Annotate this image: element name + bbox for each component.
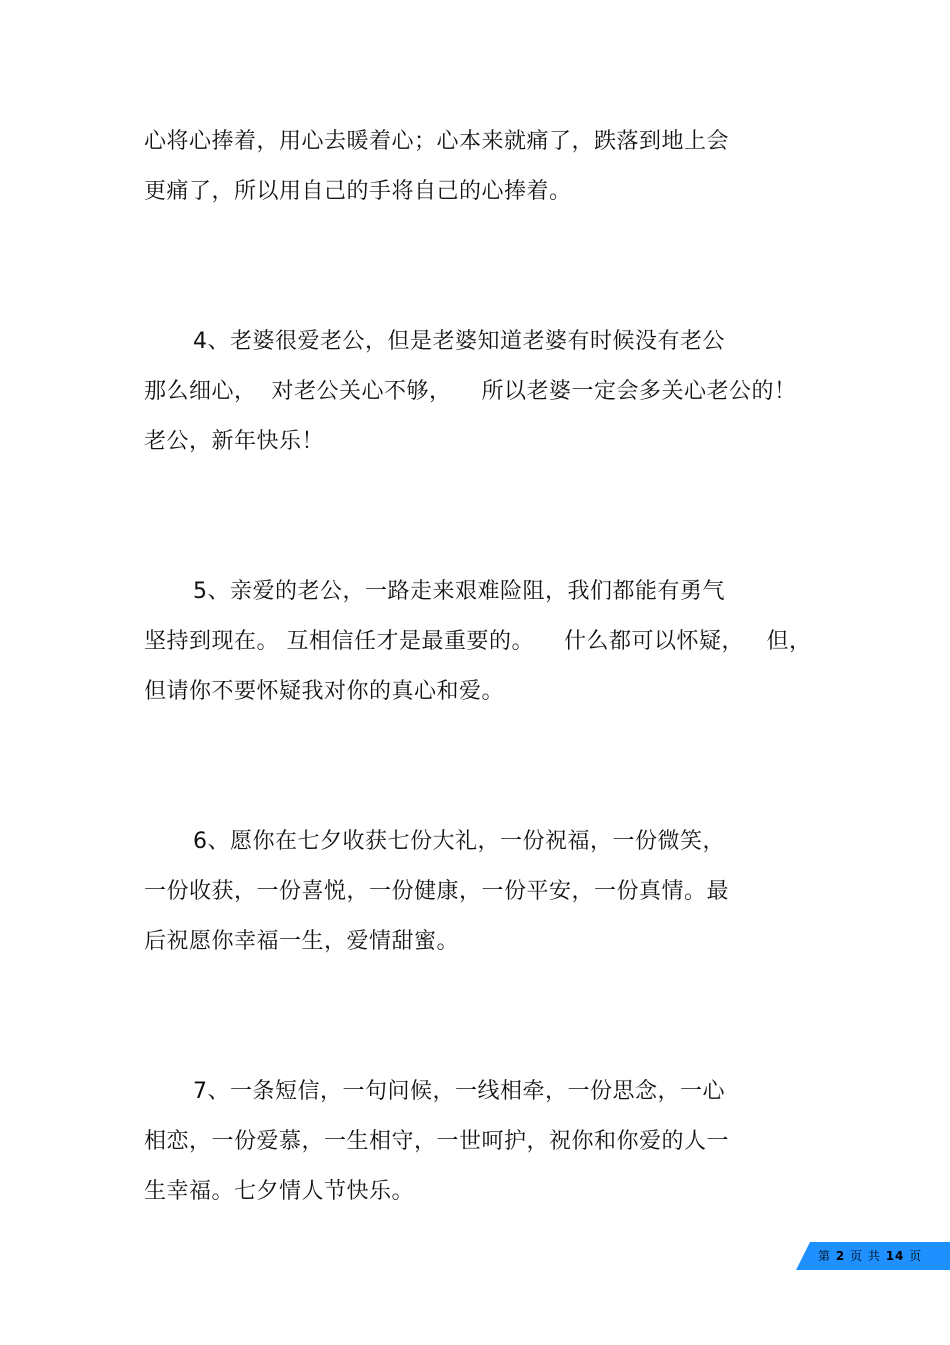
paragraph-line: 一份收获，一份喜悦，一份健康，一份平安，一份真情。最: [144, 879, 730, 904]
paragraph-line: 心将心捧着，用心去暖着心；心本来就痛了，跌落到地上会: [144, 129, 730, 154]
page-number-text: [818, 1248, 922, 1264]
total-page-number: 14: [885, 1249, 905, 1263]
paragraph-line: 4、老婆很爱老公，但是老婆知道老婆有时候没有老公: [193, 329, 725, 354]
paragraph-line: 相恋，一份爱慕，一生相守，一世呵护，祝你和你爱的人一: [144, 1129, 730, 1154]
paragraph-line: 后祝愿你幸福一生，爱情甜蜜。: [144, 929, 460, 954]
paragraph-line: 坚持到现在。 互相信任才是最重要的。 什么都可以怀疑， 但，: [144, 629, 812, 654]
paragraph-line: 5、亲爱的老公，一路走来艰难险阻，我们都能有勇气: [193, 579, 725, 604]
paragraph-line: 更痛了，所以用自己的手将自己的心捧着。: [144, 179, 572, 204]
paragraph-line: 但请你不要怀疑我对你的真心和爱。: [144, 679, 505, 704]
page-prefix: 第: [818, 1249, 832, 1263]
current-page-number: 2: [835, 1249, 846, 1263]
paragraph-line: 7、一条短信，一句问候，一线相牵，一份思念，一心: [193, 1079, 725, 1104]
paragraph-line: 老公，新年快乐！: [144, 429, 325, 454]
page-indicator: [796, 1242, 950, 1270]
paragraph-line: 6、愿你在七夕收获七份大礼，一份祝福，一份微笑，: [193, 829, 725, 854]
page-middle: 页 共: [850, 1249, 881, 1263]
paragraph-line: 生幸福。七夕情人节快乐。: [144, 1179, 415, 1204]
paragraph-line: 那么细心， 对老公关心不够， 所以老婆一定会多关心老公的！: [144, 379, 797, 404]
page-suffix: 页: [909, 1249, 923, 1263]
